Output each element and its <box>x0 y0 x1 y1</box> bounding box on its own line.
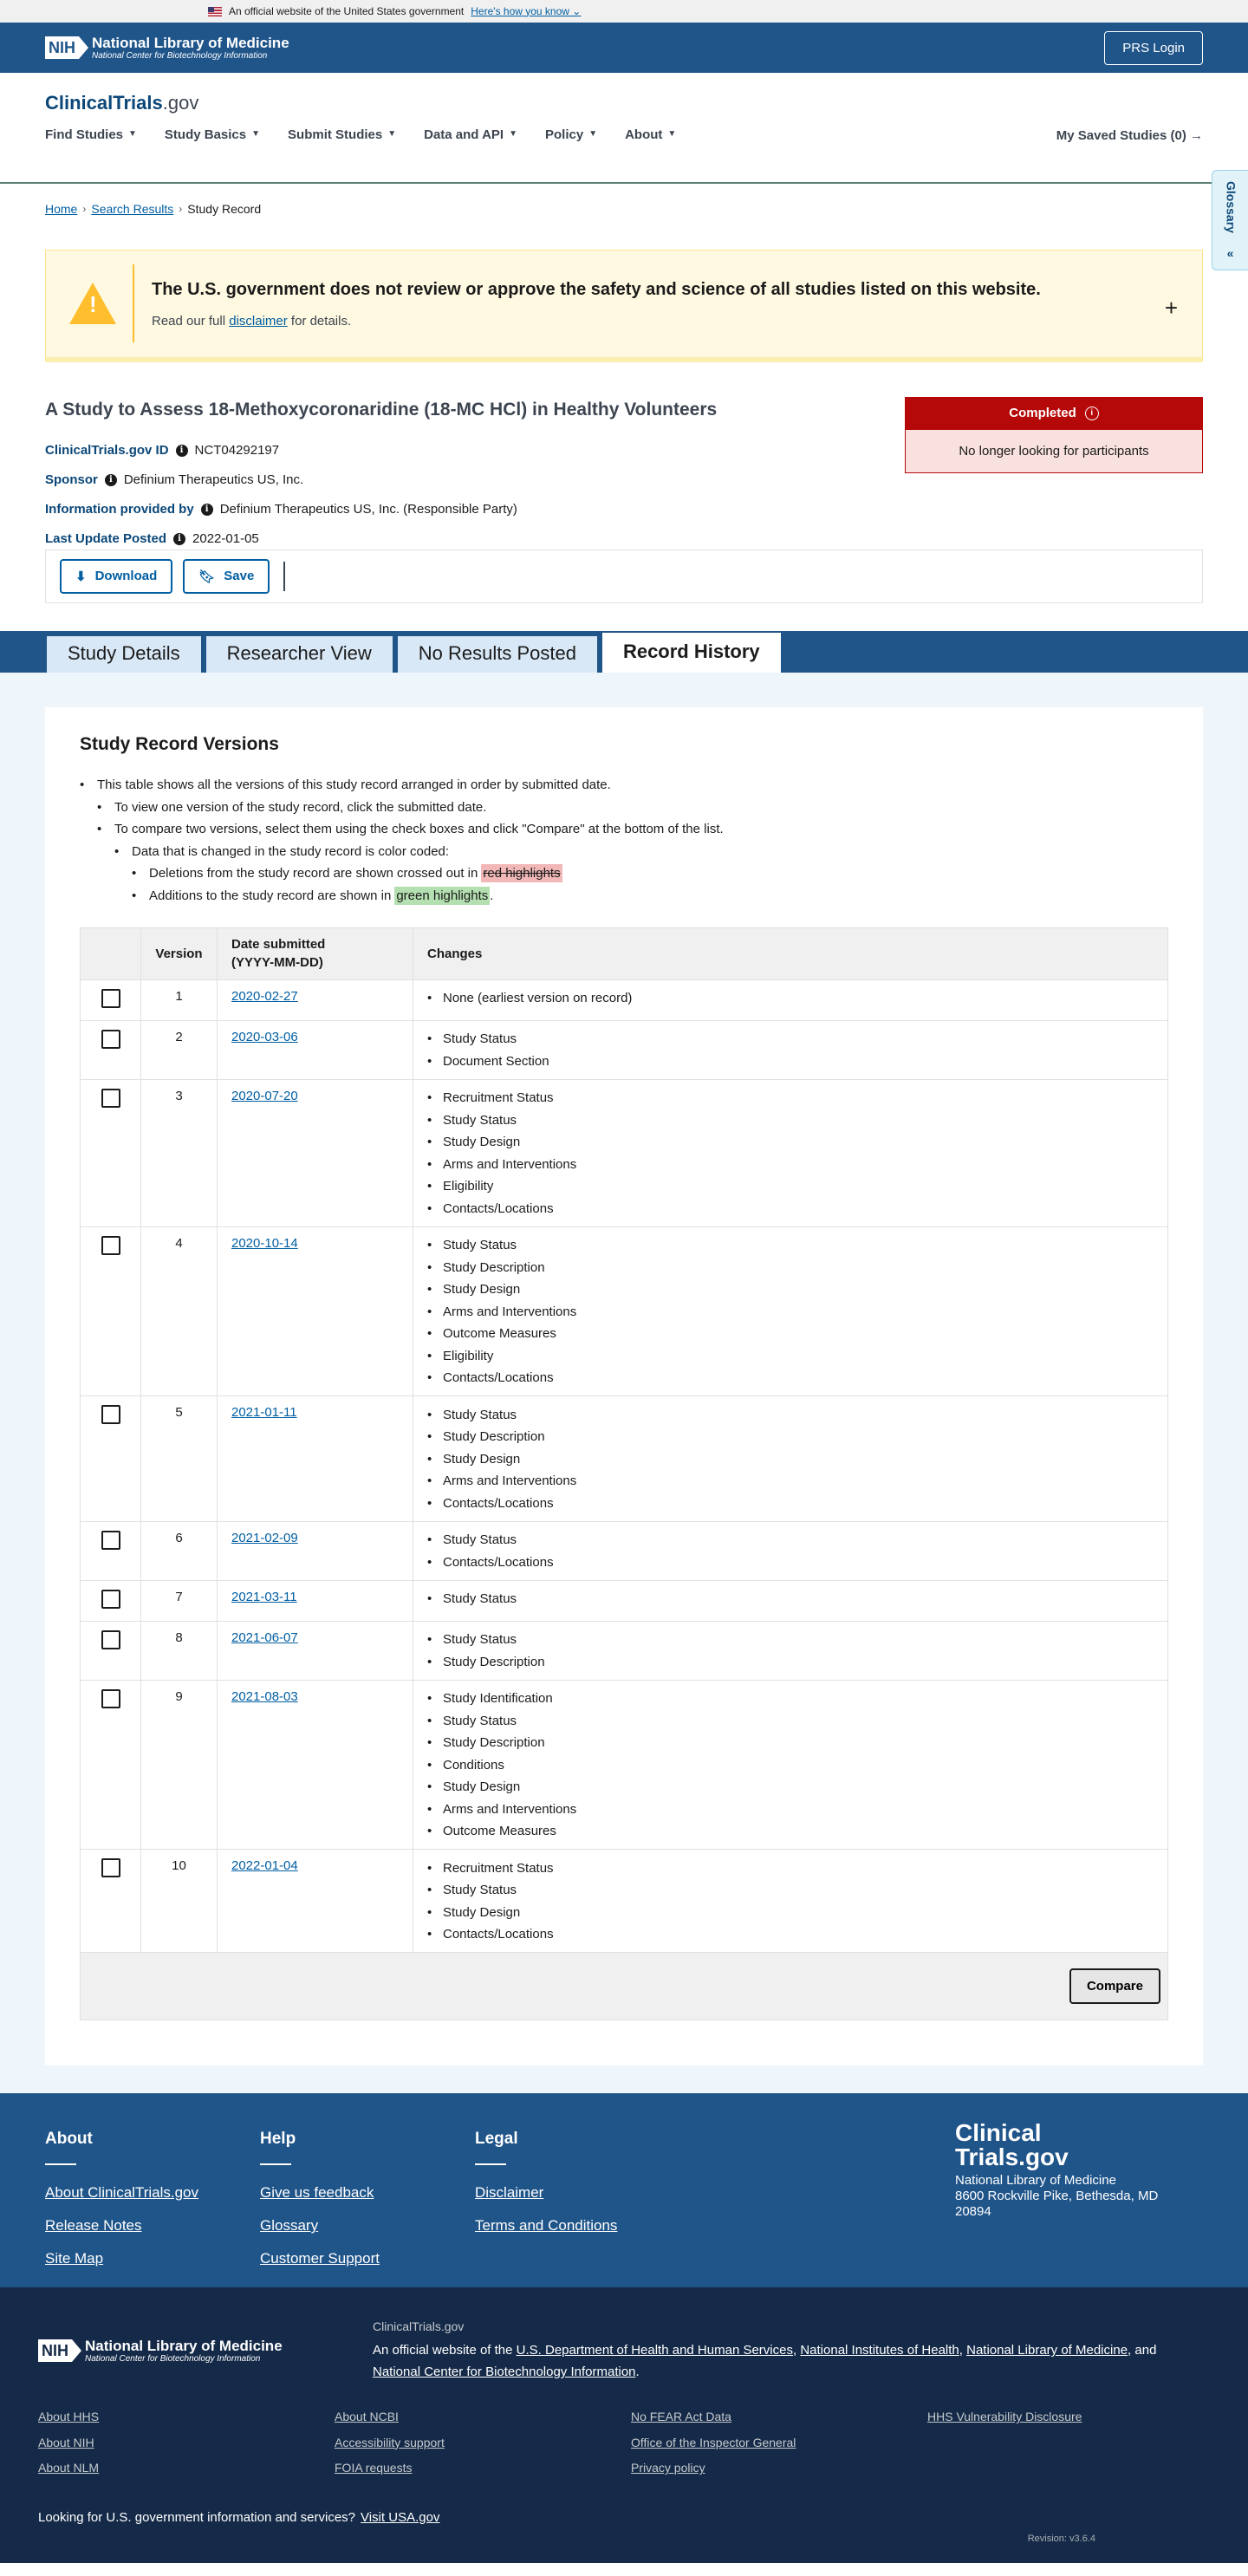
footer-brand <box>955 2121 1172 2220</box>
version-date-link[interactable]: 2021-06-07 <box>231 1630 298 1645</box>
version-column-header: Version <box>141 927 218 979</box>
change-item: • Arms and Interventions <box>427 1798 1154 1820</box>
nav-submit-studies[interactable]: Submit Studies ▼ <box>288 127 397 142</box>
meta-nct-id: ClinicalTrials.gov ID i NCT04292197 <box>45 443 280 459</box>
change-item: • Conditions <box>427 1753 1154 1776</box>
list-item: • Additions to the study record are shown in green highlights . <box>80 884 1168 907</box>
footer-link[interactable]: Customer Support <box>260 2250 380 2267</box>
info-icon[interactable]: i <box>1085 407 1099 420</box>
footer-link[interactable]: Release Notes <box>45 2217 142 2234</box>
breadcrumb-search-results[interactable]: Search Results <box>91 202 174 216</box>
select-cell <box>81 1396 141 1522</box>
footer-help-column: Help Give us feedback Glossary Customer Support <box>260 2128 423 2281</box>
table-row <box>81 1680 1168 1850</box>
change-item: • Study Design <box>427 1776 1154 1799</box>
date-cell <box>218 1621 413 1680</box>
meta-sponsor: Sponsor i Definium Therapeutics US, Inc. <box>45 472 304 488</box>
version-number: 5 <box>141 1396 218 1522</box>
footer-link[interactable]: About HHS <box>38 2410 100 2424</box>
chevron-down-icon: ▼ <box>251 129 261 140</box>
nih-logo[interactable] <box>45 35 289 62</box>
change-item: • Eligibility <box>427 1175 1154 1198</box>
download-button[interactable]: ⬇ Download <box>60 559 172 594</box>
change-item: • Recruitment Status <box>427 1857 1154 1879</box>
footer-link[interactable]: About NCBI <box>335 2410 399 2424</box>
nih-header <box>0 23 1248 73</box>
bookmark-icon: 🔖︎ <box>198 569 216 584</box>
list-item: • To view one version of the study record, click the submitted date. <box>80 796 1168 818</box>
red-highlight-sample: red highlights <box>483 866 561 881</box>
chevron-down-icon: ▼ <box>509 129 517 140</box>
table-row <box>81 1396 1168 1522</box>
status-note: No longer looking for participants <box>905 430 1203 473</box>
main-nav <box>45 126 1203 144</box>
change-item: • None (earliest version on record) <box>427 987 1154 1010</box>
breadcrumb <box>0 184 1248 218</box>
table-row <box>81 1850 1168 1953</box>
green-highlight-sample: green highlights <box>396 888 489 903</box>
date-cell <box>218 1580 413 1621</box>
footer-link[interactable]: Glossary <box>260 2217 319 2234</box>
date-column-header: Date submitted (YYYY-MM-DD) <box>218 927 413 979</box>
footer-about-column: About About ClinicalTrials.gov Release Notes Site Map <box>45 2128 208 2281</box>
footer-link[interactable]: Office of the Inspector General <box>631 2435 796 2449</box>
my-saved-studies-link[interactable]: My Saved Studies (0) → <box>1056 128 1203 143</box>
gov-banner <box>0 0 1248 23</box>
select-cell <box>81 1621 141 1680</box>
change-item: • Study Status <box>427 1234 1154 1257</box>
footer-link[interactable]: Accessibility support <box>335 2435 445 2449</box>
change-item: • Arms and Interventions <box>427 1153 1154 1175</box>
select-cell <box>81 1580 141 1621</box>
hhs-link[interactable]: U.S. Department of Health and Human Services <box>516 2343 793 2358</box>
select-cell <box>81 979 141 1020</box>
change-item: • Contacts/Locations <box>427 1923 1154 1946</box>
breadcrumb-current: Study Record <box>187 202 262 216</box>
changes-cell <box>413 1521 1168 1580</box>
expand-plus-icon[interactable]: + <box>1164 294 1178 321</box>
version-checkbox[interactable] <box>101 989 120 1008</box>
date-cell <box>218 1020 413 1079</box>
select-cell <box>81 1521 141 1580</box>
select-cell <box>81 1850 141 1953</box>
disclaimer-link[interactable]: disclaimer <box>229 313 288 329</box>
chevron-down-icon: ▼ <box>588 129 598 140</box>
change-item: • Contacts/Locations <box>427 1367 1154 1389</box>
arrow-right-icon: → <box>1190 128 1203 143</box>
version-date-link[interactable]: 2021-03-11 <box>231 1589 297 1604</box>
change-item: • Study Identification <box>427 1688 1154 1710</box>
date-cell <box>218 1680 413 1850</box>
tab-record-history[interactable]: Record History <box>601 631 783 673</box>
select-cell <box>81 1680 141 1850</box>
changes-cell <box>413 1226 1168 1396</box>
version-number: 9 <box>141 1680 218 1850</box>
change-item: • Study Status <box>427 1403 1154 1426</box>
usa-gov-line: Looking for U.S. government information and services? Visit USA.gov <box>38 2509 440 2525</box>
changes-cell <box>413 1680 1168 1850</box>
version-date-link[interactable]: 2020-03-06 <box>231 1029 298 1044</box>
change-item: • Outcome Measures <box>427 1820 1154 1843</box>
version-checkbox[interactable] <box>101 1030 120 1049</box>
change-item: • Outcome Measures <box>427 1323 1154 1345</box>
version-checkbox[interactable] <box>101 1236 120 1255</box>
version-checkbox[interactable] <box>101 1590 120 1609</box>
prs-login-button[interactable]: PRS Login <box>1104 31 1203 65</box>
table-row <box>81 1580 1168 1621</box>
footer-bottom-links <box>38 2409 1210 2477</box>
footer-link[interactable]: No FEAR Act Data <box>631 2410 731 2424</box>
version-number: 3 <box>141 1079 218 1226</box>
clinicaltrials-logo[interactable]: ClinicalTrials.gov <box>45 92 199 114</box>
change-item: • Eligibility <box>427 1344 1154 1367</box>
table-header-row <box>81 927 1168 979</box>
version-number: 6 <box>141 1521 218 1580</box>
meta-last-update-posted: Last Update Posted i 2022-01-05 <box>45 531 259 547</box>
status-badge: Completed i <box>905 397 1203 430</box>
change-item: • Contacts/Locations <box>427 1551 1154 1573</box>
versions-explanation <box>80 774 1168 907</box>
chevron-down-icon: ▼ <box>387 129 397 140</box>
list-item: • Data that is changed in the study record is color coded: <box>80 840 1168 862</box>
footer-link[interactable]: Privacy policy <box>631 2461 705 2475</box>
warning-icon: ! <box>70 281 115 326</box>
version-checkbox[interactable] <box>101 1089 120 1108</box>
footer-link[interactable]: Terms and Conditions <box>475 2217 618 2234</box>
chevron-down-icon: ▼ <box>667 129 677 140</box>
tab-researcher-view[interactable]: Researcher View <box>205 634 394 673</box>
version-checkbox[interactable] <box>101 1630 120 1649</box>
list-item: • Deletions from the study record are shown crossed out in red highlights <box>80 862 1168 885</box>
versions-table <box>80 927 1168 2021</box>
footer-link[interactable]: Site Map <box>45 2250 104 2267</box>
glossary-tab[interactable]: Glossary « <box>1212 170 1248 270</box>
version-number: 1 <box>141 979 218 1020</box>
double-chevron-left-icon: « <box>1226 245 1234 260</box>
change-item: • Study Design <box>427 1131 1154 1154</box>
change-item: • Study Status <box>427 1109 1154 1131</box>
disclaimer-sub: Read our full disclaimer for details. <box>152 313 352 329</box>
info-icon[interactable]: i <box>201 504 213 516</box>
nih-badge-icon: NIH <box>45 36 88 59</box>
footer-link[interactable]: About NLM <box>38 2461 100 2475</box>
footer <box>0 2093 1248 2287</box>
footer-link[interactable]: About ClinicalTrials.gov <box>45 2184 198 2202</box>
compare-button[interactable]: Compare <box>1069 1968 1160 2004</box>
changes-cell <box>413 1850 1168 1953</box>
footer-link[interactable]: About NIH <box>38 2435 94 2449</box>
select-cell <box>81 1226 141 1396</box>
change-item: • Document Section <box>427 1050 1154 1072</box>
change-item: • Study Description <box>427 1650 1154 1673</box>
info-icon[interactable]: i <box>105 474 117 486</box>
ncbi-link[interactable]: National Center for Biotechnology Information <box>373 2365 636 2380</box>
breadcrumb-home[interactable]: Home <box>45 202 78 216</box>
download-icon: ⬇ <box>75 569 87 584</box>
nav-data-and-api[interactable]: Data and API ▼ <box>424 127 517 142</box>
versions-panel <box>45 707 1203 2066</box>
nlm-title: National Library of Medicine <box>92 34 289 51</box>
select-cell <box>81 1079 141 1226</box>
version-checkbox[interactable] <box>101 1405 120 1424</box>
change-item: • Study Status <box>427 1588 1154 1610</box>
change-item: • Arms and Interventions <box>427 1300 1154 1323</box>
version-checkbox[interactable] <box>101 1531 120 1550</box>
footer-link[interactable]: FOIA requests <box>335 2461 413 2475</box>
study-title: A Study to Assess 18-Methoxycoronaridine (18-MC HCl) in Healthy Volunteers <box>45 399 718 420</box>
version-number: 8 <box>141 1621 218 1680</box>
select-column-header <box>81 927 141 979</box>
change-item: • Study Status <box>427 1028 1154 1051</box>
date-cell <box>218 1226 413 1396</box>
change-item: • Study Status <box>427 1629 1154 1651</box>
version-date-link[interactable]: 2021-08-03 <box>231 1688 298 1704</box>
version-date-link[interactable]: 2022-01-04 <box>231 1858 298 1874</box>
version-date-link[interactable]: 2020-07-20 <box>231 1088 298 1103</box>
footer-link[interactable]: HHS Vulnerability Disclosure <box>927 2410 1082 2424</box>
change-item: • Recruitment Status <box>427 1087 1154 1109</box>
date-cell <box>218 979 413 1020</box>
tab-study-details[interactable]: Study Details <box>45 634 203 673</box>
change-item: • Study Design <box>427 1447 1154 1470</box>
change-item: • Contacts/Locations <box>427 1197 1154 1220</box>
change-item: • Contacts/Locations <box>427 1492 1154 1514</box>
date-cell <box>218 1521 413 1580</box>
chevron-right-icon: › <box>82 203 87 216</box>
nav-policy[interactable]: Policy ▼ <box>545 127 598 142</box>
version-number: 10 <box>141 1850 218 1953</box>
info-icon[interactable]: i <box>173 533 185 545</box>
footer-address: National Library of Medicine 8600 Rockville Pike, Bethesda, MD 20894 <box>955 2173 1159 2220</box>
ncbi-subtitle: National Center for Biotechnology Information <box>92 50 268 61</box>
record-history-section <box>0 673 1248 2094</box>
change-item: • Study Description <box>427 1426 1154 1448</box>
heres-how-link[interactable]: Here's how you know ⌄ <box>471 4 582 17</box>
chevron-down-icon: ▼ <box>128 129 137 140</box>
list-item: • This table shows all the versions of this study record arranged in order by submitted date. <box>80 774 1168 797</box>
meta-information-provided-by: Information provided by i Definium Therapeutics US, Inc. (Responsible Party) <box>45 502 517 517</box>
table-row <box>81 1621 1168 1680</box>
list-item: • To compare two versions, select them using the check boxes and click "Compare" at the bottom of the list. <box>80 818 1168 841</box>
study-tabs <box>0 631 1248 673</box>
table-footer-row <box>81 1953 1168 2020</box>
info-icon[interactable]: i <box>176 445 188 457</box>
change-item: • Study Status <box>427 1709 1154 1732</box>
us-flag-icon <box>208 7 222 16</box>
nav-about[interactable]: About ▼ <box>625 127 677 142</box>
table-row <box>81 1226 1168 1396</box>
chevron-right-icon: › <box>179 203 183 216</box>
version-date-link[interactable]: 2020-10-14 <box>231 1235 298 1251</box>
footer-nlm-logo[interactable]: NIH National Library of Medicine National Center for Biotechnology Information <box>38 2319 307 2383</box>
table-row <box>81 1079 1168 1226</box>
footer-bottom <box>0 2287 1248 2563</box>
change-item: • Study Design <box>427 1278 1154 1301</box>
table-row <box>81 979 1168 1020</box>
table-row <box>81 1020 1168 1079</box>
disclaimer-alert <box>45 250 1203 362</box>
nlm-link[interactable]: National Library of Medicine <box>966 2343 1128 2358</box>
change-item: • Study Status <box>427 1529 1154 1551</box>
gov-banner-text: An official website of the United States government <box>229 4 465 17</box>
tab-no-results-posted[interactable]: No Results Posted <box>396 634 599 673</box>
recruitment-status-box <box>905 397 1203 473</box>
versions-heading: Study Record Versions <box>80 733 279 754</box>
footer-logo[interactable]: Clinical Trials.gov <box>955 2119 1069 2171</box>
version-number: 7 <box>141 1580 218 1621</box>
visit-usa-gov-link[interactable]: Visit USA.gov <box>361 2509 440 2525</box>
version-number: 2 <box>141 1020 218 1079</box>
footer-link[interactable]: Give us feedback <box>260 2184 374 2202</box>
changes-cell <box>413 1020 1168 1079</box>
changes-cell <box>413 1396 1168 1522</box>
save-button[interactable]: 🔖︎ Save <box>183 559 270 594</box>
nav-study-basics[interactable]: Study Basics ▼ <box>164 127 261 142</box>
changes-cell <box>413 1621 1168 1680</box>
version-checkbox[interactable] <box>101 1858 120 1877</box>
disclaimer-title: The U.S. government does not review or approve the safety and science of all studies listed on this website. <box>152 279 1041 299</box>
study-header <box>0 362 1248 550</box>
revision-label: Revision: v3.6.4 <box>1027 2534 1095 2545</box>
version-number: 4 <box>141 1226 218 1396</box>
change-item: • Study Description <box>427 1732 1154 1754</box>
version-date-link[interactable]: 2021-02-09 <box>231 1530 298 1545</box>
date-cell <box>218 1850 413 1953</box>
nih-link[interactable]: National Institutes of Health <box>800 2343 959 2358</box>
change-item: • Study Design <box>427 1901 1154 1923</box>
footer-link[interactable]: Disclaimer <box>475 2184 544 2202</box>
change-item: • Study Description <box>427 1256 1154 1278</box>
nih-badge-icon: NIH <box>38 2339 81 2362</box>
table-row <box>81 1521 1168 1580</box>
version-date-link[interactable]: 2020-02-27 <box>231 988 298 1004</box>
change-item: • Arms and Interventions <box>427 1470 1154 1493</box>
footer-official-info: ClinicalTrials.gov An official website of the U.S. Department of Health and Human Services, National Institutes of Health, National Library of Medicine, and National Center for Biotechnology Information. <box>373 2319 1157 2380</box>
version-checkbox[interactable] <box>101 1689 120 1708</box>
changes-column-header: Changes <box>413 927 1168 979</box>
changes-cell <box>413 1079 1168 1226</box>
action-bar <box>45 550 1203 603</box>
select-cell <box>81 1020 141 1079</box>
changes-cell <box>413 1580 1168 1621</box>
date-cell <box>218 1079 413 1226</box>
date-cell <box>218 1396 413 1522</box>
changes-cell <box>413 979 1168 1020</box>
version-date-link[interactable]: 2021-01-11 <box>231 1405 297 1421</box>
footer-legal-column: Legal Disclaimer Terms and Conditions <box>475 2128 683 2281</box>
divider <box>283 562 285 591</box>
nav-find-studies[interactable]: Find Studies ▼ <box>45 127 137 142</box>
change-item: • Study Status <box>427 1879 1154 1902</box>
